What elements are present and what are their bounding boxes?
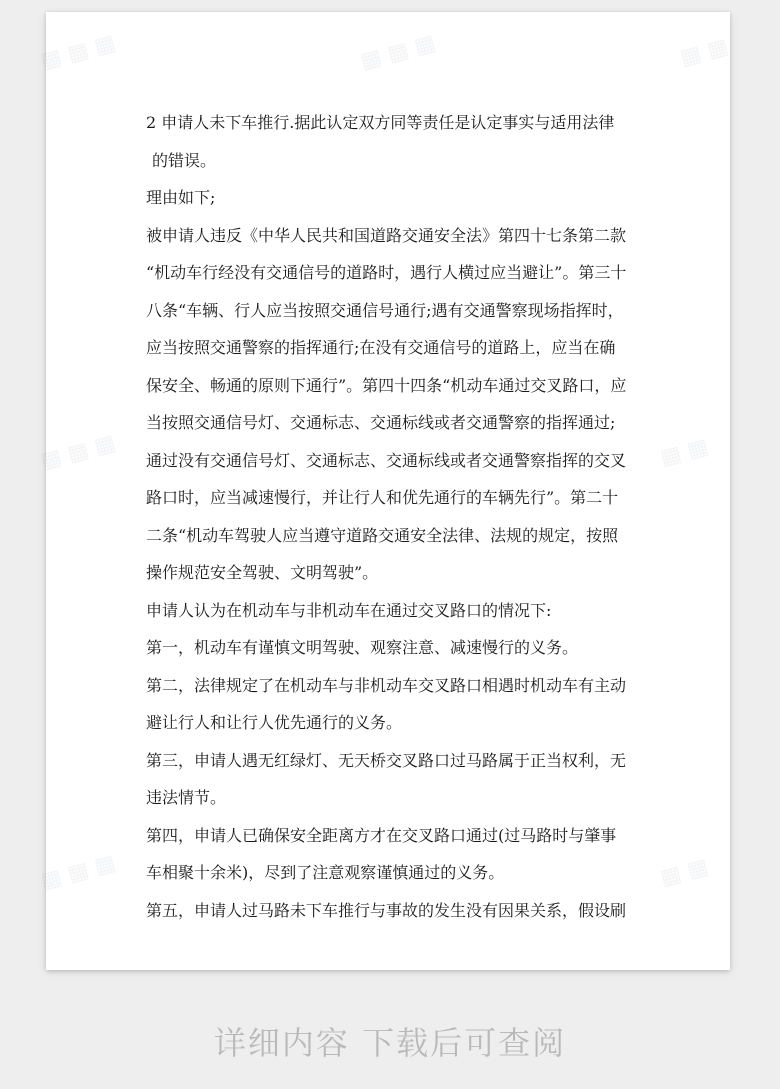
document-line: 当按照交通信号灯、交通标志、交通标线或者交通警察的指挥通过; (146, 413, 616, 432)
document-line: 2 申请人未下车推行.据此认定双方同等责任是认定事实与适用法律 (146, 113, 615, 132)
document-line: 违法情节。 (146, 788, 227, 807)
document-line: 申请人认为在机动车与非机动车在通过交叉路口的情况下: (146, 600, 552, 620)
document-line: 第三，申请人遇无红绿灯、无天桥交叉路口过马路属于正当权利，无 (146, 750, 627, 770)
document-page (46, 12, 730, 970)
document-line: 保安全、畅通的原则下通行”。第四十四条“机动车通过交叉路口，应 (146, 375, 627, 395)
document-body (146, 104, 686, 929)
document-line: 二条“机动车驾驶人应当遵守道路交通安全法律、法规的规定，按照 (146, 525, 619, 545)
document-line: 第五，申请人过马路未下车推行与事故的发生没有因果关系，假设刷 (146, 900, 627, 920)
document-line: 通过没有交通信号灯、交通标志、交通标线或者交通警察指挥的交叉 (146, 450, 627, 470)
document-line: 应当按照交通警察的指挥通行;在没有交通信号的道路上，应当在确 (146, 338, 616, 357)
document-line: 理由如下; (146, 188, 216, 207)
document-line: 路口时，应当减速慢行，并让行人和优先通行的车辆先行”。第二十 (146, 488, 619, 507)
document-line: 第一，机动车有谨慎文明驾驶、观察注意、减速慢行的义务。 (146, 638, 579, 657)
document-line: 避让行人和让行人优先通行的义务。 (146, 713, 403, 732)
document-line: 第四，申请人已确保安全距离方才在交叉路口通过(过马路时与肇事 (146, 825, 617, 845)
document-line: 被申请人违反《中华人民共和国道路交通安全法》第四十七条第二款 (146, 225, 627, 245)
document-line: 第二，法律规定了在机动车与非机动车交叉路口相遇时机动车有主动 (146, 675, 627, 695)
document-line: 八条“车辆、行人应当按照交通信号通行;遇有交通警察现场指挥时， (146, 300, 624, 320)
document-line: 操作规范安全驾驶、文明驾驶”。 (146, 563, 379, 582)
document-line: 车相聚十余米)，尽到了注意观察谨慎通过的义务。 (146, 863, 505, 882)
document-line: “机动车行经没有交通信号的道路时，遇行人横过应当避让”。第三十 (146, 263, 627, 282)
download-hint-label: 详细内容 下载后可查阅 (213, 1024, 567, 1062)
document-line: 的错误。 (152, 150, 217, 170)
